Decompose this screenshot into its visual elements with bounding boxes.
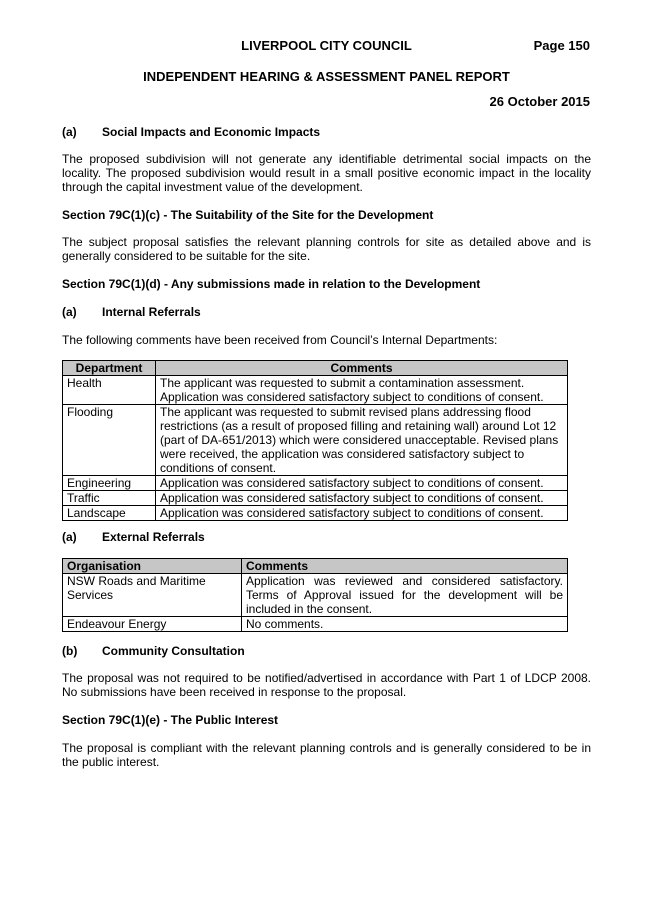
heading-label: (a) [62, 530, 77, 544]
table-row [63, 574, 568, 617]
cell-organisation: NSW Roads and Maritime Services [63, 574, 242, 617]
heading-external-referrals [62, 530, 205, 544]
cell-comment: Application was considered satisfactory subject to conditions of consent. [156, 476, 568, 491]
heading-text: Community Consultation [102, 644, 245, 658]
column-header-comments: Comments [242, 559, 568, 574]
column-header-comments: Comments [156, 361, 568, 376]
cell-organisation: Endeavour Energy [63, 617, 242, 632]
report-title: INDEPENDENT HEARING & ASSESSMENT PANEL REPORT [143, 69, 510, 84]
heading-label: (a) [62, 125, 77, 139]
cell-department: Health [63, 376, 156, 405]
external-referrals-table [62, 558, 568, 632]
table-header-row [63, 559, 568, 574]
heading-text: Social Impacts and Economic Impacts [102, 125, 321, 139]
table-row [63, 376, 568, 405]
heading-text: External Referrals [102, 530, 205, 544]
cell-department: Traffic [63, 491, 156, 506]
heading-label: (b) [62, 644, 78, 658]
table-row [63, 476, 568, 491]
column-header-organisation: Organisation [63, 559, 242, 574]
table-row [63, 617, 568, 632]
report-date: 26 October 2015 [489, 94, 590, 109]
heading-text: Internal Referrals [102, 305, 201, 319]
cell-department: Landscape [63, 506, 156, 521]
table-row [63, 491, 568, 506]
cell-comment: Application was considered satisfactory subject to conditions of consent. [156, 491, 568, 506]
cell-comment: Application was considered satisfactory subject to conditions of consent. [156, 506, 568, 521]
cell-comment: The applicant was requested to submit a contamination assessment. Application was considered satisfactory subject to conditions of consent. [156, 376, 568, 405]
cell-department: Flooding [63, 405, 156, 476]
heading-site-suitability: Section 79C(1)(c) - The Suitability of the Site for the Development [62, 208, 434, 222]
cell-department: Engineering [63, 476, 156, 491]
column-header-department: Department [63, 361, 156, 376]
heading-label: (a) [62, 305, 77, 319]
heading-social-economic [62, 125, 320, 139]
table-header-row [63, 361, 568, 376]
paragraph-social-economic: The proposed subdivision will not generate any identifiable detrimental social impacts on the locality. The proposed subdivision would result in a small positive economic impact in the locality through the capital investment value of the development. [62, 152, 591, 194]
paragraph-community-consultation: The proposal was not required to be notified/advertised in accordance with Part 1 of LDCP 2008. No submissions have been received in response to the proposal. [62, 671, 591, 699]
page-number: Page 150 [533, 38, 590, 53]
paragraph-site-suitability: The subject proposal satisfies the relevant planning controls for site as detailed above and is generally considered to be suitable for the site. [62, 235, 591, 263]
council-name: LIVERPOOL CITY COUNCIL [241, 38, 412, 53]
heading-public-interest: Section 79C(1)(e) - The Public Interest [62, 713, 279, 727]
cell-comment: Application was reviewed and considered satisfactory. Terms of Approval issued for the development will be included in the consent. [242, 574, 568, 617]
paragraph-internal-intro: The following comments have been received from Council’s Internal Departments: [62, 333, 498, 347]
heading-internal-referrals [62, 305, 201, 319]
table-row [63, 405, 568, 476]
cell-comment: No comments. [242, 617, 568, 632]
heading-community-consultation [62, 644, 245, 658]
paragraph-public-interest: The proposal is compliant with the relevant planning controls and is generally considered to be in the public interest. [62, 741, 591, 769]
heading-submissions: Section 79C(1)(d) - Any submissions made in relation to the Development [62, 277, 481, 291]
table-row [63, 506, 568, 521]
cell-comment: The applicant was requested to submit revised plans addressing flood restrictions (as a result of proposed filling and retaining wall) around Lot 12 (part of DA-651/2013) which were considered unacceptable. Revised plans were received, the application was considered satisfactory subject to conditions of consent. [156, 405, 568, 476]
internal-referrals-table [62, 360, 568, 521]
